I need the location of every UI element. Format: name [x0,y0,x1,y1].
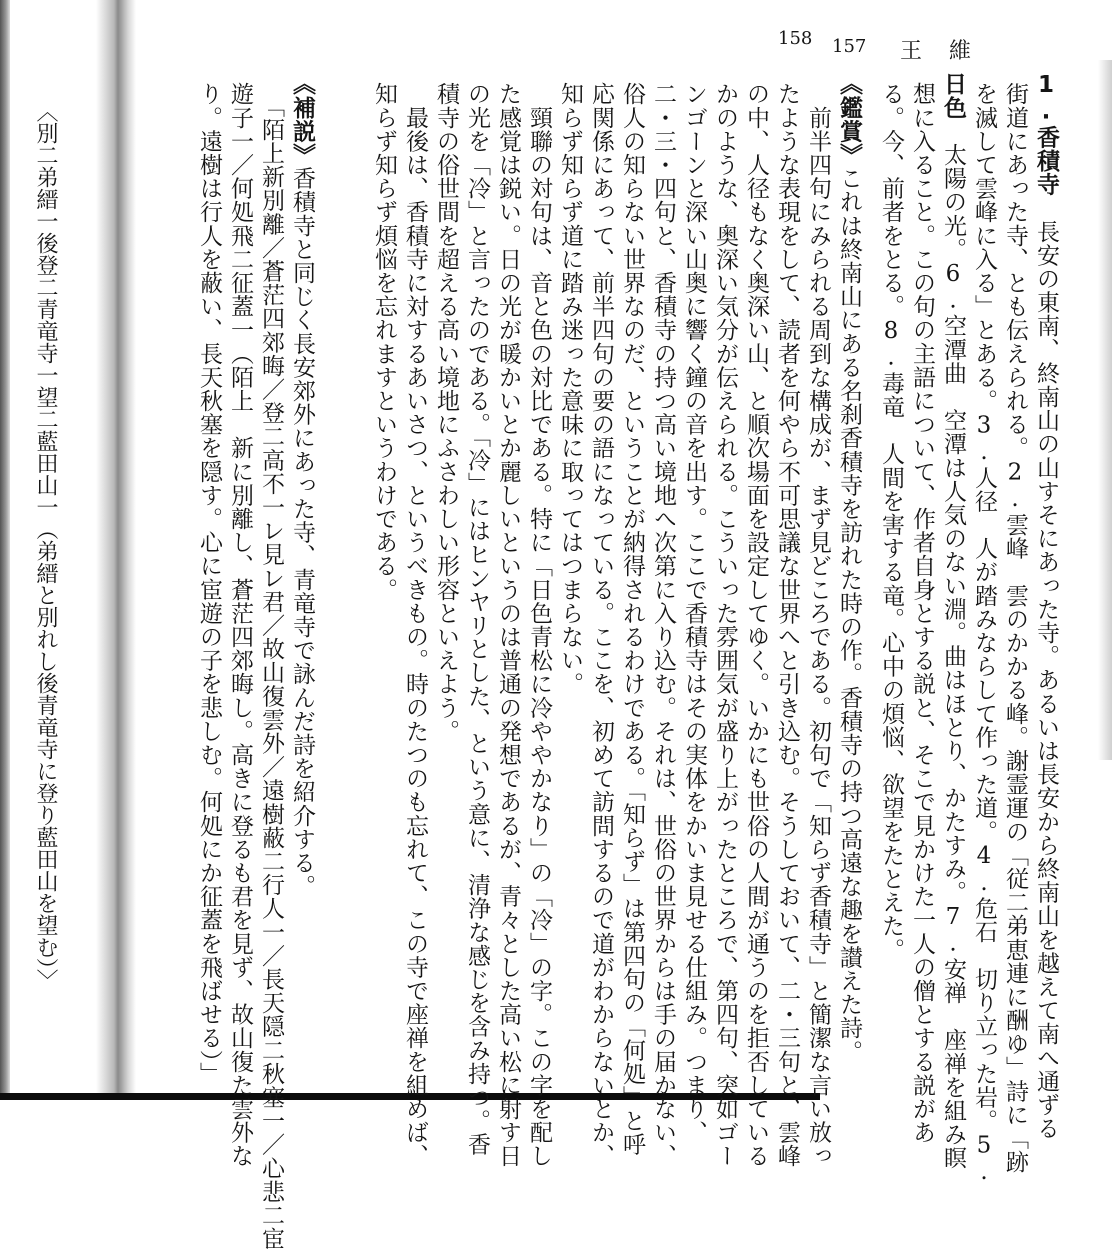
section-label-appreciation: 《鑑賞》 [836,72,862,167]
note-line: 日色 太陽の光。6.空潭曲 空潭は人気のない淵。曲はほとり、かたすみ。7.安禅 座禅を組み瞑 [940,72,966,1170]
supplement-line: り。遠樹は行人を蔽い、長天秋塞を隠す。心に宦遊の子を悲しむ。何処にか征蓋を飛ばせる）」 [196,82,222,1086]
appreciation-line: 知らず知らず煩悩を忘れますというわけである。 [371,82,397,602]
supplement-line: 「陌上新別離／蒼茫四郊晦／登二高不一レ見レ君／故山復雲外／遠樹蔽二行人一／長天隠二秋塞一／心悲二宦 [258,82,284,1251]
appreciation-line: 頸聯の対句は、音と色の対比である。特に「日色青松に冷ややかなり」の「冷」の字。この字を配し [526,82,552,1168]
appreciation-line: 積寺の俗世間を超える高い境地にふさわしい形容といえよう。 [433,82,459,743]
page-number-right: 157 [832,36,867,57]
supplement-line: 《補説》香積寺と同じく長安郊外にあった寺、青竜寺で詠んだ詩を紹介する。 [289,72,315,899]
page-right-edge [1098,60,1112,760]
left-page-poem-title: 〈別二弟縉一後登二青竜寺一望二藍田山一（弟縉と別れし後青竜寺に登り藍田山を望む）〉 [33,100,58,991]
appreciation-line: 《鑑賞》これは終南山にある名刹香積寺を訪れた時の作。香積寺の持つ高遠な趣を讃えた詩。 [836,72,862,1064]
note-line: を滅して雲峰に入る」とある。3.人径 人が踏みならして作った道。4.危石 切り立った岩。5. [971,82,997,1186]
appreciation-line: かのような、奥深い気分が伝えられる。こういった雰囲気が盛り上がったところで、第四句、突如ゴー [712,82,738,1168]
appreciation-line: の光を「冷」と言ったのである。「冷」にはヒンヤリとした、という意に、清浄な感じを含み持つ。香 [464,82,490,1157]
note-line: 街道にあった寺、とも伝えられる。2.雲峰 雲のかかる峰。謝霊運の「従二弟恵連に酬ゆ」詩に「跡 [1002,82,1028,1174]
appreciation-line: 二・三・四句と、香積寺の持つ高い境地へ次第に入り込む。それは、世俗の世界からは手の届かない、 [650,82,676,1168]
page-number-left: 158 [778,28,813,49]
appreciation-line: た感覚は鋭い。日の光が暖かいとか麗しいというのは普通の発想であるが、青々とした高い松に射す日 [495,82,521,1168]
page-edge-shadow [0,0,10,1100]
section-label-supplement: 《補説》 [289,72,315,167]
appreciation-line: ンゴーンと深い山奥に響く鐘の音を出す。ここで香積寺はその実体をかいま見せる仕組み。つまり、 [681,82,707,1144]
appreciation-line: 前半四句にみられる周到な構成が、まず見どころである。初句で「知らず香積寺」と簡潔な言い放っ [805,82,831,1168]
running-title: 王 維 [900,39,981,64]
note-line: 想に入ること。この句の主語について、作者自身とする説と、そこで見かけた一人の僧とする説があ [909,82,935,1144]
note-term: 日色 [940,72,966,120]
appreciation-line: 最後は、香積寺に対するあいさつ、というべきもの。時のたつのも忘れて、この寺で座禅を組めば、 [402,82,428,1168]
supplement-line: 遊子一／何処飛二征蓋一（陌上 新に別離し、蒼茫四郊晦し。高きに登るも君を見ず、故山復た雲外な [227,82,253,1168]
appreciation-line: 俗人の知らない世界なのだ、ということが納得されるわけである。「知らず」は第四句の「何処」と呼 [619,82,645,1157]
note-term: 1.香積寺 [1033,72,1059,196]
note-line: 1.香積寺 長安の東南、終南山の山すそにあった寺。あるいは長安から終南山を越えて南へ通ずる [1033,72,1059,1140]
appreciation-line: たような表現をして、読者を何やら不可思議な世界へと引き込む。そうしておいて、二・三句と、雲峰 [774,82,800,1168]
appreciation-line: 知らず知らず道に踏み迷った意味に取ってはつまらない。 [557,82,583,696]
appreciation-line: の中、人径もなく奥深い山、と順次場面を設定してゆく。いかにも世俗の人間が通うのを拒否している [743,82,769,1168]
appreciation-line: 応関係にあって、前半四句の要の語になっている。ここを、初めて訪問するので道がわからないとか、 [588,82,614,1168]
book-gutter [96,0,136,1100]
note-line: る。今、前者をとる。8.毒竜 人間を害する竜。心中の煩悩、欲望をたとえた。 [878,82,904,962]
